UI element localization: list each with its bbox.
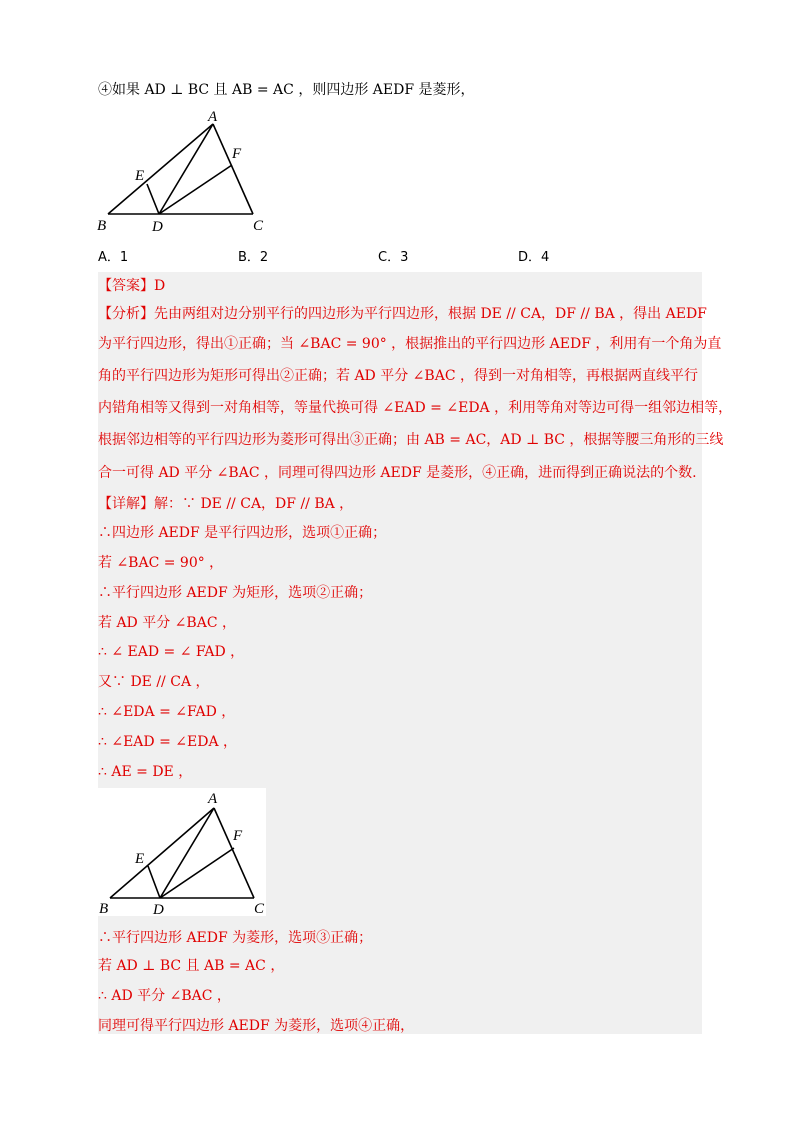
option-c: C．3 xyxy=(378,250,409,265)
detail-line-12: 若 AD ⊥ BC 且 AB = AC ， xyxy=(98,958,285,974)
detail-line-14: 同理可得平行四边形 AEDF 为菱形，选项④正确， xyxy=(98,1018,415,1034)
detail-line-3: 若 ∠BAC = 90° ， xyxy=(98,555,224,571)
option-b: B．2 xyxy=(238,250,269,265)
label-c: C xyxy=(253,218,264,234)
label-d-2: D xyxy=(153,902,164,916)
segment-df-2 xyxy=(160,848,234,898)
answer-line: 【答案】D xyxy=(98,278,166,294)
segment-ac xyxy=(213,124,253,214)
label-c-2: C xyxy=(254,901,265,916)
analysis-line-5: 根据邻边相等的平行四边形为菱形可得出③正确；由 AB = AC，AD ⊥ BC ，根据等腰三角形的三线 xyxy=(98,432,724,448)
option-a: A．1 xyxy=(98,250,129,265)
analysis-line-6: 合一可得 AD 平分 ∠BAC ，同理可得四边形 AEDF 是菱形，④正确，进而得到正确说法的个数. xyxy=(98,465,697,481)
detail-line-6: ∴ ∠ EAD = ∠ FAD ， xyxy=(98,644,245,660)
triangle-figure-1 xyxy=(96,106,276,236)
triangle-figure-2 xyxy=(98,788,266,916)
detail-line-10: ∴ AE = DE ， xyxy=(98,764,193,780)
detail-line-11: ∴平行四边形 AEDF 为菱形，选项③正确； xyxy=(98,930,373,946)
detail-line-1: 【详解】解：∵ DE // CA，DF // BA ， xyxy=(98,496,354,512)
detail-line-2: ∴四边形 AEDF 是平行四边形，选项①正确； xyxy=(98,525,387,541)
label-b: B xyxy=(97,218,107,234)
label-b-2: B xyxy=(99,901,109,916)
segment-ab xyxy=(108,124,213,214)
detail-line-4: ∴平行四边形 AEDF 为矩形，选项②正确； xyxy=(98,585,373,601)
detail-line-8: ∴ ∠EDA = ∠FAD ， xyxy=(98,704,236,720)
detail-line-5: 若 AD 平分 ∠BAC ， xyxy=(98,615,236,631)
detail-line-7: 又∵ DE // CA ， xyxy=(98,674,210,690)
label-e-2: E xyxy=(135,851,145,867)
option-d: D．4 xyxy=(518,250,550,265)
segment-ed xyxy=(147,184,159,214)
label-f-2: F xyxy=(233,828,243,844)
label-a-2: A xyxy=(208,791,218,807)
analysis-line-3: 角的平行四边形为矩形可得出②正确；若 AD 平分 ∠BAC ，得到一对角相等，再根据两直线平行 xyxy=(98,368,698,384)
analysis-line-4: 内错角相等又得到一对角相等，等量代换可得 ∠EAD = ∠EDA ，利用等角对等边可得一组邻边相等， xyxy=(98,400,733,416)
segment-ad xyxy=(159,124,213,214)
segment-ed-2 xyxy=(148,866,160,898)
question-item-4: ④如果 AD ⊥ BC 且 AB = AC ，则四边形 AEDF 是菱形， xyxy=(98,82,475,98)
detail-line-9: ∴ ∠EAD = ∠EDA ， xyxy=(98,734,238,750)
label-d: D xyxy=(152,219,163,235)
label-a: A xyxy=(208,109,218,125)
detail-line-13: ∴ AD 平分 ∠BAC ， xyxy=(98,988,231,1004)
segment-df xyxy=(159,165,232,214)
answer-options xyxy=(98,246,698,266)
analysis-line-1: 【分析】先由两组对边分别平行的四边形为平行四边形，根据 DE // CA，DF // BA ，得出 AEDF xyxy=(98,306,707,322)
segment-ad-2 xyxy=(160,808,214,898)
label-f: F xyxy=(232,146,242,162)
segment-ac-2 xyxy=(214,808,254,898)
segment-ab-2 xyxy=(110,808,214,898)
analysis-line-2: 为平行四边形，得出①正确；当 ∠BAC = 90° ，根据推出的平行四边形 AEDF ，利用有一个角为直 xyxy=(98,336,722,352)
label-e: E xyxy=(135,168,145,184)
